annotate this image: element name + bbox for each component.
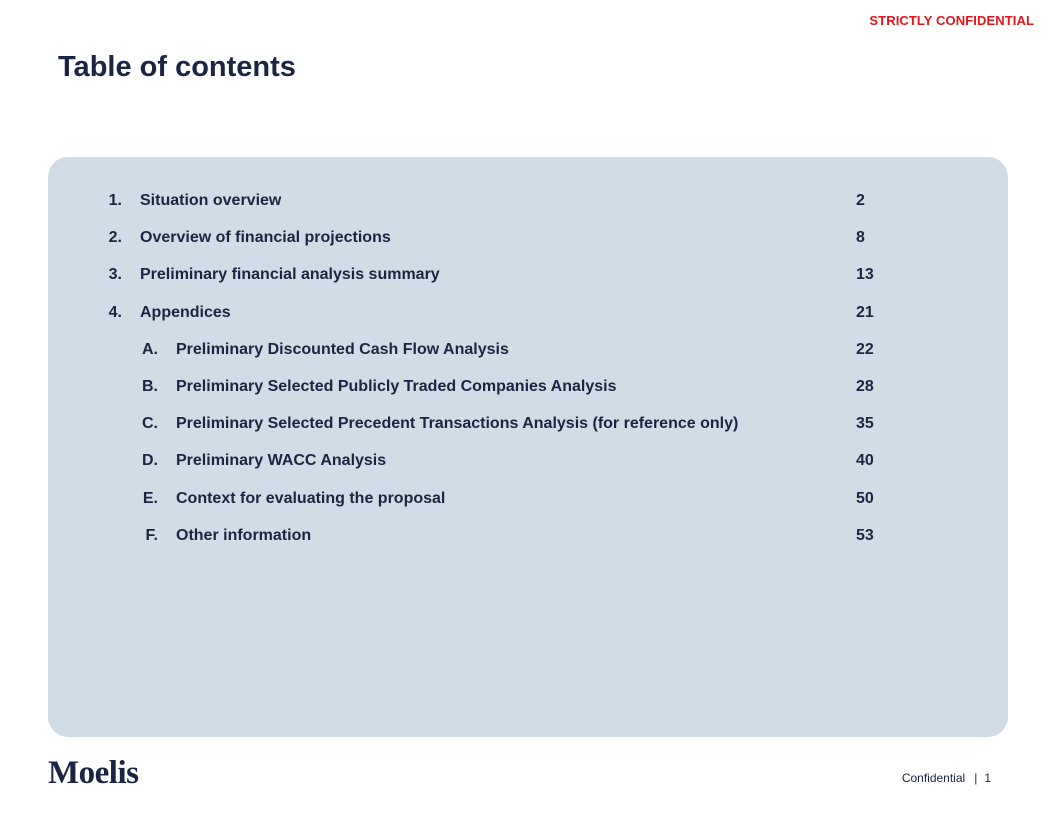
toc-item-number: F. <box>145 526 158 544</box>
toc-subitem-context-proposal[interactable] <box>48 486 1008 523</box>
footer-confidential-text: Confidential <box>901 771 966 785</box>
footer-page-number: 1 <box>984 771 991 785</box>
toc-item-page: 13 <box>856 266 874 284</box>
toc-item-label: Preliminary WACC Analysis <box>176 452 387 470</box>
toc-item-page: 28 <box>856 377 874 395</box>
toc-subitem-precedent-transactions-analysis[interactable] <box>48 411 1008 448</box>
page-footer <box>902 771 991 785</box>
toc-item-label: Overview of financial projections <box>140 229 391 247</box>
toc-item-page: 2 <box>856 192 865 209</box>
toc-item-number: 2. <box>108 229 122 247</box>
toc-subitem-dcf-analysis[interactable] <box>48 337 1008 374</box>
toc-item-page: 53 <box>856 526 874 544</box>
toc-item-number: D. <box>142 452 158 470</box>
toc-item-label: Appendices <box>140 303 231 321</box>
toc-item-page: 21 <box>856 303 874 321</box>
toc-item-label: Context for evaluating the proposal <box>176 489 446 507</box>
toc-item-number: B. <box>142 377 158 395</box>
toc-item-page: 40 <box>856 452 874 470</box>
page-title: Table of contents <box>58 51 296 83</box>
toc-item-label: Preliminary financial analysis summary <box>140 266 440 284</box>
toc-item-label: Preliminary Discounted Cash Flow Analysis <box>176 340 509 358</box>
moelis-logo: Moelis <box>48 755 139 791</box>
toc-item-number: A. <box>142 340 158 358</box>
toc-item-page: 22 <box>856 340 874 358</box>
toc-item-appendices[interactable] <box>48 300 1008 337</box>
toc-panel <box>48 157 1008 737</box>
toc-item-number: E. <box>142 489 158 507</box>
toc-item-page: 8 <box>856 229 865 247</box>
toc-item-number: C. <box>142 415 158 433</box>
toc-item-label: Preliminary Selected Publicly Traded Companies Analysis <box>176 377 617 395</box>
toc-item-label: Other information <box>176 526 312 544</box>
toc-item-label: Situation overview <box>140 192 282 209</box>
toc-subitem-wacc-analysis[interactable] <box>48 448 1008 485</box>
toc-item-situation-overview[interactable] <box>48 188 1008 225</box>
strictly-confidential-label: STRICTLY CONFIDENTIAL <box>869 13 1034 28</box>
toc-item-page: 35 <box>856 415 874 433</box>
toc-subitem-other-information[interactable] <box>48 523 1008 560</box>
toc-item-label: Preliminary Selected Precedent Transactions Analysis (for reference only) <box>176 415 739 433</box>
toc-item-number: 1. <box>108 192 122 209</box>
toc-item-page: 50 <box>856 489 874 507</box>
toc-item-number: 3. <box>108 266 122 284</box>
toc-item-financial-projections[interactable] <box>48 225 1008 262</box>
footer-separator: | <box>974 771 978 785</box>
toc-subitem-public-companies-analysis[interactable] <box>48 374 1008 411</box>
toc-item-number: 4. <box>108 303 122 321</box>
toc-item-financial-analysis-summary[interactable] <box>48 262 1008 299</box>
toc-list <box>48 188 1008 560</box>
